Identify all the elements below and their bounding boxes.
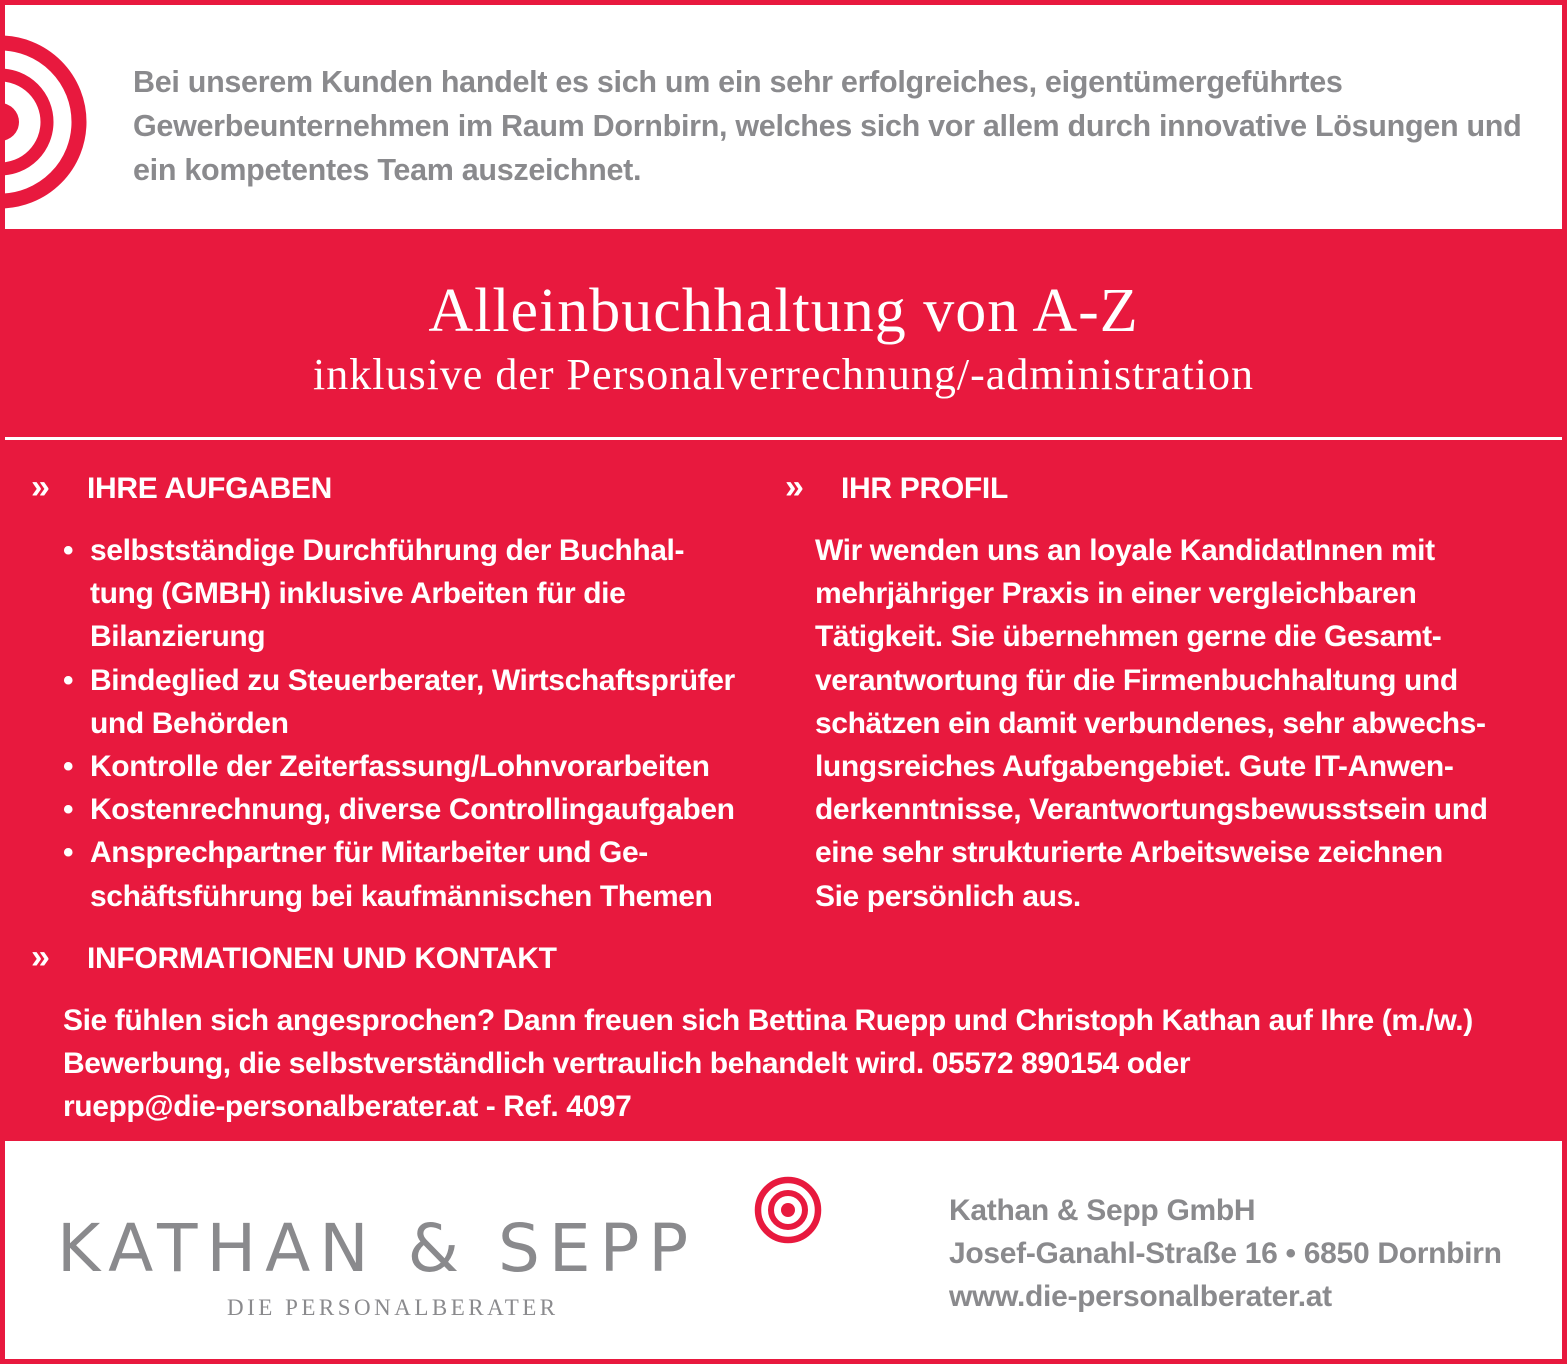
company-logo-tagline: DIE PERSONALBERATER [227, 1295, 559, 1320]
list-item-line: Bilanzierung [90, 620, 266, 654]
list-item-line: tung (GMBH) inklusive Arbeiten für die [90, 577, 626, 611]
job-subtitle: inklusive der Personalverrechnung/-administration [313, 350, 1254, 399]
street-address: Josef-Ganahl-Straße 16 • 6850 Dornbirn [949, 1237, 1502, 1270]
intro-line: ein kompetentes Team auszeichnet. [133, 153, 642, 187]
contact-line: ruepp@die-personalberater.at - Ref. 4097 [63, 1090, 632, 1124]
list-item [63, 529, 735, 659]
profile-text [815, 529, 1488, 918]
chevron-right-icon: » [785, 468, 804, 506]
profile-line: schätzen ein damit verbundenes, sehr abwechs- [815, 706, 1486, 740]
tasks-list [63, 529, 735, 918]
chevron-right-icon: » [31, 468, 50, 506]
divider [5, 437, 1562, 440]
footer [5, 1141, 1562, 1359]
profile-line: Wir wenden uns an loyale KandidatInnen mit [815, 534, 1435, 567]
tasks-heading [31, 467, 332, 509]
list-item [63, 745, 735, 788]
profile-heading-label: IHR PROFIL [841, 472, 1008, 505]
profile-line: eine sehr strukturierte Arbeitsweise zeichnen [815, 836, 1443, 870]
chevron-right-icon: » [31, 938, 50, 976]
company-address [949, 1189, 1502, 1318]
contact-line: Bewerbung, die selbstverständlich vertraulich behandelt wird. 05572 890154 oder [63, 1047, 1191, 1081]
list-item-line: • Bindeglied zu Steuerberater, Wirtschaftsprüfer [90, 663, 735, 697]
target-logo-icon [753, 1175, 823, 1245]
tasks-heading-label: IHRE AUFGABEN [87, 472, 332, 505]
target-logo-icon [0, 27, 95, 217]
contact-heading-label: INFORMATIONEN UND KONTAKT [87, 942, 557, 975]
profile-line: verantwortung für die Firmenbuchhaltung und [815, 663, 1458, 697]
profile-line: derkenntnisse, Verantwortungsbewusstsein und [815, 793, 1488, 827]
contact-line: Sie fühlen sich angesprochen? Dann freuen sich Bettina Ruepp und Christoph Kathan auf Ihre (m./w.) [63, 1004, 1473, 1037]
list-item-line: • Kostenrechnung, diverse Controllingaufgaben [90, 793, 735, 827]
profile-line: Tätigkeit. Sie übernehmen gerne die Gesamt- [815, 620, 1442, 654]
job-panel [5, 229, 1562, 1141]
list-item-line: • Kontrolle der Zeiterfassung/Lohnvorarbeiten [90, 750, 710, 784]
contact-text [63, 999, 1473, 1129]
profile-line: lungsreiches Aufgabengebiet. Gute IT-Anwen- [815, 750, 1454, 784]
contact-heading [31, 937, 557, 979]
list-item-line: • selbstständige Durchführung der Buchhal- [90, 534, 685, 567]
profile-line: Sie persönlich aus. [815, 879, 1081, 913]
profile-line: mehrjähriger Praxis in einer vergleichbaren [815, 577, 1417, 611]
website-link[interactable]: www.die-personalberater.at [949, 1280, 1332, 1313]
list-item [63, 788, 735, 831]
list-item-line: • Ansprechpartner für Mitarbeiter und Ge- [90, 836, 648, 870]
profile-heading [785, 467, 1008, 509]
intro-line: Gewerbeunternehmen im Raum Dornbirn, welches sich vor allem durch innovative Lösungen und [133, 109, 1522, 143]
list-item [63, 831, 735, 917]
list-item-line: und Behörden [90, 706, 289, 740]
list-item [63, 659, 735, 745]
intro-text [133, 60, 1533, 192]
intro-line: Bei unserem Kunden handelt es sich um ein sehr erfolgreiches, eigentümergeführtes [133, 65, 1343, 99]
company-name: Kathan & Sepp GmbH [949, 1194, 1256, 1227]
list-item-line: schäftsführung bei kaufmännischen Themen [90, 879, 713, 913]
job-title: Alleinbuchhaltung von A-Z [428, 277, 1139, 345]
company-logo-name: KATHAN & SEPP [57, 1210, 698, 1287]
